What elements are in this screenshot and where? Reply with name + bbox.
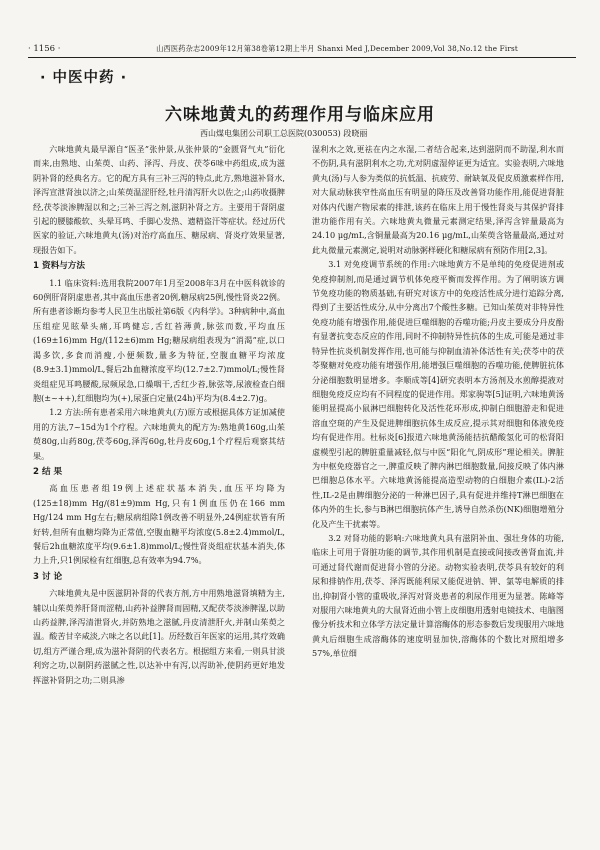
paragraph-results: 高血压患者组19例上述症状基本消失,血压平均降为(125±18)mm Hg/(81±9)mm Hg,只有1例血压仍在166 mm Hg/124 mm Hg左右;糖尿病组除1例改善不明显外,24例症状皆有所好转,但所有血糖均降为正常值,空腹血糖平均浓度(5.8±2.4)mmol/L,餐后2h血糖浓度平均(9.6±1.8)mmol/L;慢性肾炎组症状基本消失,体力上升,只1例尿检有红细胞,总有效率为94.7%。 — [33, 483, 285, 566]
running-header — [28, 34, 576, 58]
heading-results: 2 结 果 — [33, 466, 63, 477]
paragraph-discussion: 六味地黄丸是中医滋阴补肾的代表方剂,方中用熟地滋肾填精为主,辅以山茱萸养肝肾而涩精,山药补益脾肾而固精,又配茯苓淡渗脾湿,以助山药益脾,泽泻清泄肾火,并防熟地之滋腻,丹皮清泄肝火,并制山茱萸之温。酸苦甘辛咸淡,六味之名以此[1]。历经数百年医家的运用,其疗效确切,组方严谨合理,成为滋补肾阴的代表名方。根据组方来看,一则具甘淡利窍之功,以制阴药滋腻之性,以达补中有泻,以泻助补,使阴药更好地发挥滋补肾阴之功;二则具渗 — [33, 588, 285, 685]
heading-materials-methods: 1 资料与方法 — [33, 261, 85, 272]
journal-citation: 山西医药杂志2009年12月第38卷第12期上半月 Shanxi Med J,December 2009,Vol 38,No.12 the First — [156, 44, 518, 53]
paragraph-clinical-data: 1.1 临床资料:选用我院2007年1月至2008年3月在中医科就诊的60例肝肾阴虚患者,其中高血压患者20例,糖尿病25例,慢性肾炎22例。所有患者诊断均参考人民卫生出版社第6版《内科学》。3种病种中,高血压组症见眩晕头痛,耳鸣健忘,舌红苔薄黄,脉弦而数,平均血压(169±16)mm Hg/(112±6)mm Hg;糖尿病组表现为“消渴”症,以口渴多饮,多食而消瘦,小便频数,量多为特征,空腹血糖平均浓度(8.9±3.1)mmol/L,餐后2h血糖浓度平均(12.7±2.7)mmol/L;慢性肾炎组症见耳鸣腰酸,尿频尿急,口燥咽干,舌红少苔,脉弦等,尿液检查白细胞(±~++),红细胞均为(+),尿蛋白定量(24h)平均为(8.4±2.7)g。 — [33, 277, 285, 403]
paragraph-renal-function: 3.2 对肾功能的影响:六味地黄丸具有滋阴补血、强壮身体的功能,临床上可用于肾脏功能的调节,其作用机制是直接或间接改善肾血流,并可通过肾代谢而促进肾小管的分泌。动物实验表明,茯苓具有较好的利尿和排钠作用,茯苓、泽泻既能利尿又能促进钠、钾、氯等电解质的排出,抑制肾小管的重吸收,泽泻对肾炎患者的利尿作用更为显著。陈峰等对服用六味地黄丸的大鼠肾近曲小管上皮细胞用透射电镜技术、电脑图像分析技术和立体学方法定量计算溶酶体的形态参数后发现服用六味地黄丸后细胞生成溶酶体的速度明显加快,溶酶体的个数比对照组增多57%,单位细 — [312, 532, 564, 659]
article-title: 六味地黄丸的药理作用与临床应用 — [165, 105, 435, 125]
paragraph-method: 1.2 方法:所有患者采用六味地黄丸(方)原方或根据具体方证加减使用的方法,7~15d为1个疗程。六味地黄丸的配方为:熟地黄160g,山茱萸80g,山药80g,茯苓60g,泽泻60g,牡丹皮60g,1个疗程后观察其结果。 — [33, 407, 285, 461]
right-column — [312, 142, 564, 832]
left-column — [33, 142, 285, 832]
page-number: · 1156 · — [28, 44, 61, 54]
paragraph-immune-regulation: 3.1 对免疫调节系统的作用:六味地黄方不是单纯的免疫促进剂或免疫抑制剂,而是通过调节机体免疫平衡而发挥作用。为了阐明该方调节免疫功能的物质基础,有研究对该方中的免疫活性成分进行追踪分离,得到了主要活性成分,从中分离出7个酸性多糖。已知山茱萸对非特异性免疫功能有增强作用,能促进巨噬细胞的吞噬功能;丹皮主要成分丹皮酚有显著抗变态反应的作用,同时不抑制特异性抗体的生成,可能是通过非特异性抗炎机制发挥作用,也可能与抑制血清补体活性有关;茯苓中的茯苓聚糖对免疫功能有增强作用,能增强巨噬细胞的吞噬功能,使脾脏抗体分泌细胞数明显增多。李顺成等[4]研究表明本方汤剂及水煎醇提液对细胞免疫反应均有不同程度的促进作用。郑家驹等[5]证明,六味地黄汤能明显提高小鼠淋巴细胞转化及活性花环形成,抑制白细胞游走和促进溶血空斑的产生及促进脾细胞抗体生成反应,提示其对细胞和体液免疫均有促进作用。杜标炎[6]报道六味地黄汤能拮抗醋酸氢化可的松肾阳虚模型引起的脾脏重量减轻,似与中医“阳化气,阴成形”理论相关。脾脏为中枢免疫器官之一,脾重反映了脾内淋巴细胞数量,间接反映了体内淋巴细胞总体水平。六味地黄汤能提高造型动物的白细胞介素(IL)-2活性,IL-2是由脾细胞分泌的一种淋巴因子,具有促进并维持T淋巴细胞在体内外的生长,参与B淋巴细胞抗体产生,诱导自然杀伤(NK)细胞增殖分化及产生干扰素等。 — [312, 259, 564, 529]
paragraph-continuation: 湿利水之效,更祛在内之水湿,二者结合起来,达到滋阴而不助湿,利水而不伤阴,具有滋阴利水之功,尤对阴虚湿停证更为适宜。实验表明,六味地黄丸(汤)与人参为类似的抗低温、抗疲劳、耐缺氧及促皮质激素样作用,对大鼠动脉狭窄性高血压有明显的降压及改善肾功能作用,能促进肾脏对体内代谢产物尿素的排泄,该药在临床上用于慢性肾炎与其保护肾排泄功能作用有关。六味地黄丸微量元素测定结果,泽泻含锌量最高为24.10 μg/mL,含铜量最高为20.16 μg/mL,山茱萸含铬量最高,通过对此丸微量元素测定,说明对动脉粥样硬化和糖尿病有预防作用[2,3]。 — [312, 144, 564, 255]
intro-paragraph: 六味地黄丸最早源自“医圣”张仲景,从张仲景的“金匮肾气丸”衍化而来,由熟地、山茱萸、山药、泽泻、丹皮、茯苓6味中药组成,成为滋阴补肾的经典名方。它的配方具有三补三泻的特点,此方,熟地滋补肾水,泽泻宣泄肾浊以济之;山茱萸温涩肝经,牡丹清泻肝火以佐之;山药收摄脾经,茯苓淡渗脾湿以和之;三补三泻之剂,滋阴补肾之方。主要用于肾阴虚引起的腰膝酸软、头晕耳鸣、手脚心发热、遗精盗汗等症状。经过历代医家的验证,六味地黄丸(汤)对治疗高血压、糖尿病、肾炎疗效果显著,现报告如下。 — [33, 144, 285, 255]
heading-discussion: 3 讨 论 — [33, 571, 63, 582]
author-affiliation: 西山煤电集团公司职工总医院(030053) 段晓丽 — [200, 129, 368, 138]
section-tag: · 中医中药 · — [40, 70, 128, 86]
